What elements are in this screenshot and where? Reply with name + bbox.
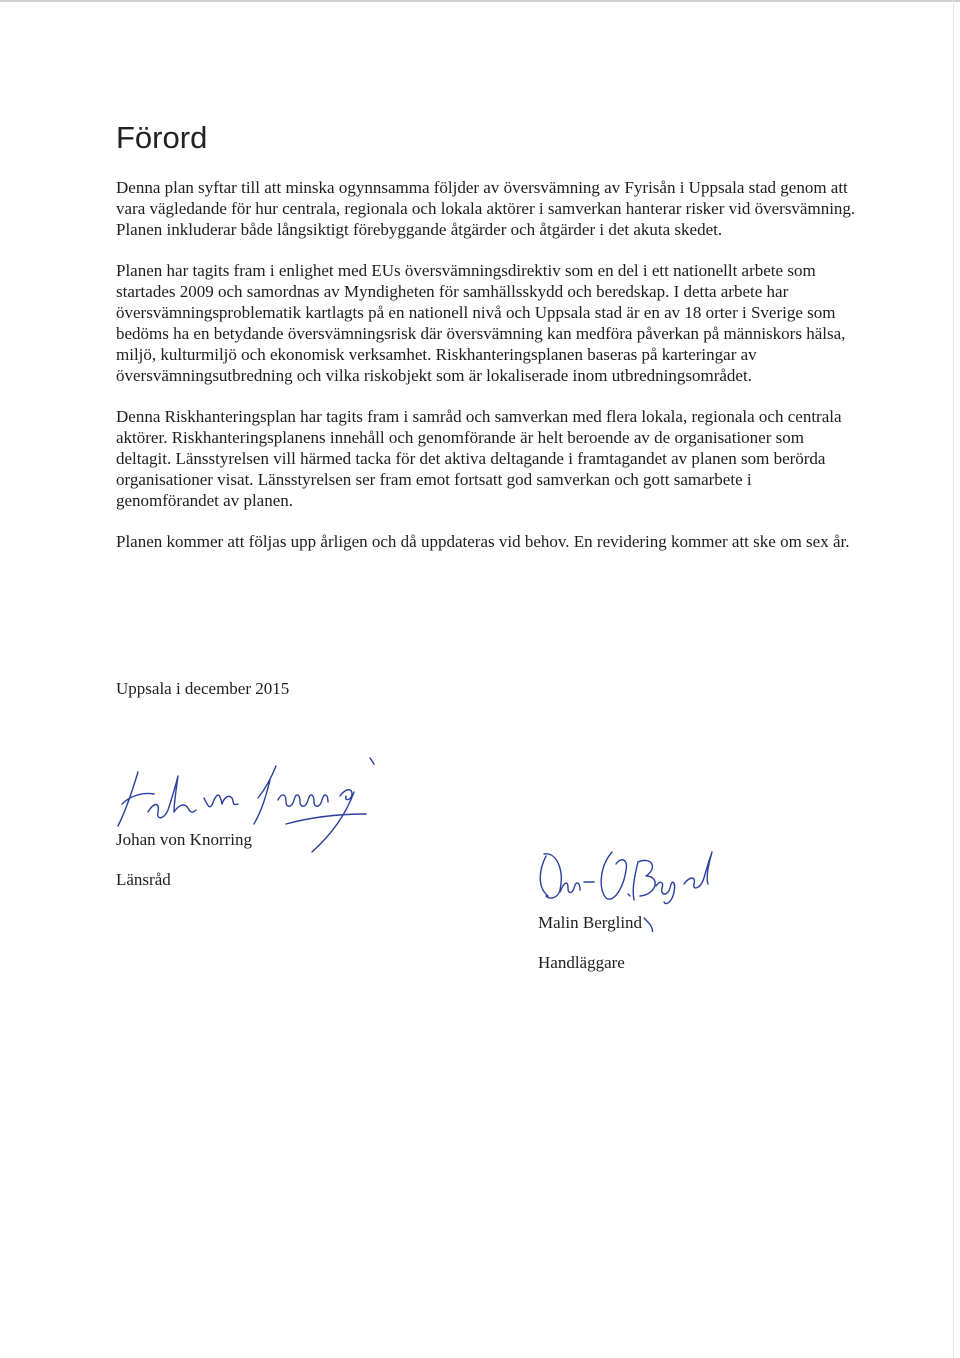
paragraph-followup: Planen kommer att följas upp årligen och då uppdateras vid behov. En revidering kommer att ske om sex år. xyxy=(116,532,850,551)
signatory-title: Handläggare xyxy=(538,953,625,972)
paragraph-purpose: Denna plan syftar till att minska ogynnsamma följder av översvämning av Fyrisån i Uppsala stad genom att vara vägledande för hur centrala, regionala och lokala aktörer i samverkan hanterar risker vid översvämning. Planen inkluderar både långsiktigt förebyggande åtgärder och åtgärder i det akuta skedet. xyxy=(116,178,856,239)
scan-right-edge xyxy=(953,0,954,1358)
signatory-name: Malin Berglind xyxy=(538,913,643,932)
document-body xyxy=(116,177,856,572)
paragraph-directive: Planen har tagits fram i enlighet med EUs översvämningsdirektiv som en del i ett nationellt arbete som startades 2009 och samordnas av Myndigheten för samhällsskydd och beredskap. I detta arbete har översvämningsproblematik kartlagts på en nationell nivå och Uppsala stad är en av 18 orter i Sverige som bedöms ha en betydande översvämningsrisk där översvämning kan medföra påverkan på människors hälsa, miljö, kulturmiljö och ekonomisk verksamhet. Riskhanteringsplanen baseras på karteringar av översvämningsutbredning och vilka riskobjekt som är lokaliserade inom utbredningsområdet. xyxy=(116,261,846,385)
scan-top-edge xyxy=(0,0,960,2)
signatory-title: Länsråd xyxy=(116,870,171,889)
page-title: Förord xyxy=(116,120,208,155)
place-date: Uppsala i december 2015 xyxy=(116,679,290,698)
signatory-name: Johan von Knorring xyxy=(116,830,252,849)
paragraph-collaboration: Denna Riskhanteringsplan har tagits fram i samråd och samverkan med flera lokala, regionala och centrala aktörer. Riskhanteringsplanens innehåll och genomförande är helt beroende av de organisationer som deltagit. Länsstyrelsen vill härmed tacka för det aktiva deltagande i framtagandet av planen som berörda organisationer visat. Länsstyrelsen ser fram emot fortsatt god samverkan och gott samarbete i genomförandet av planen. xyxy=(116,407,842,510)
